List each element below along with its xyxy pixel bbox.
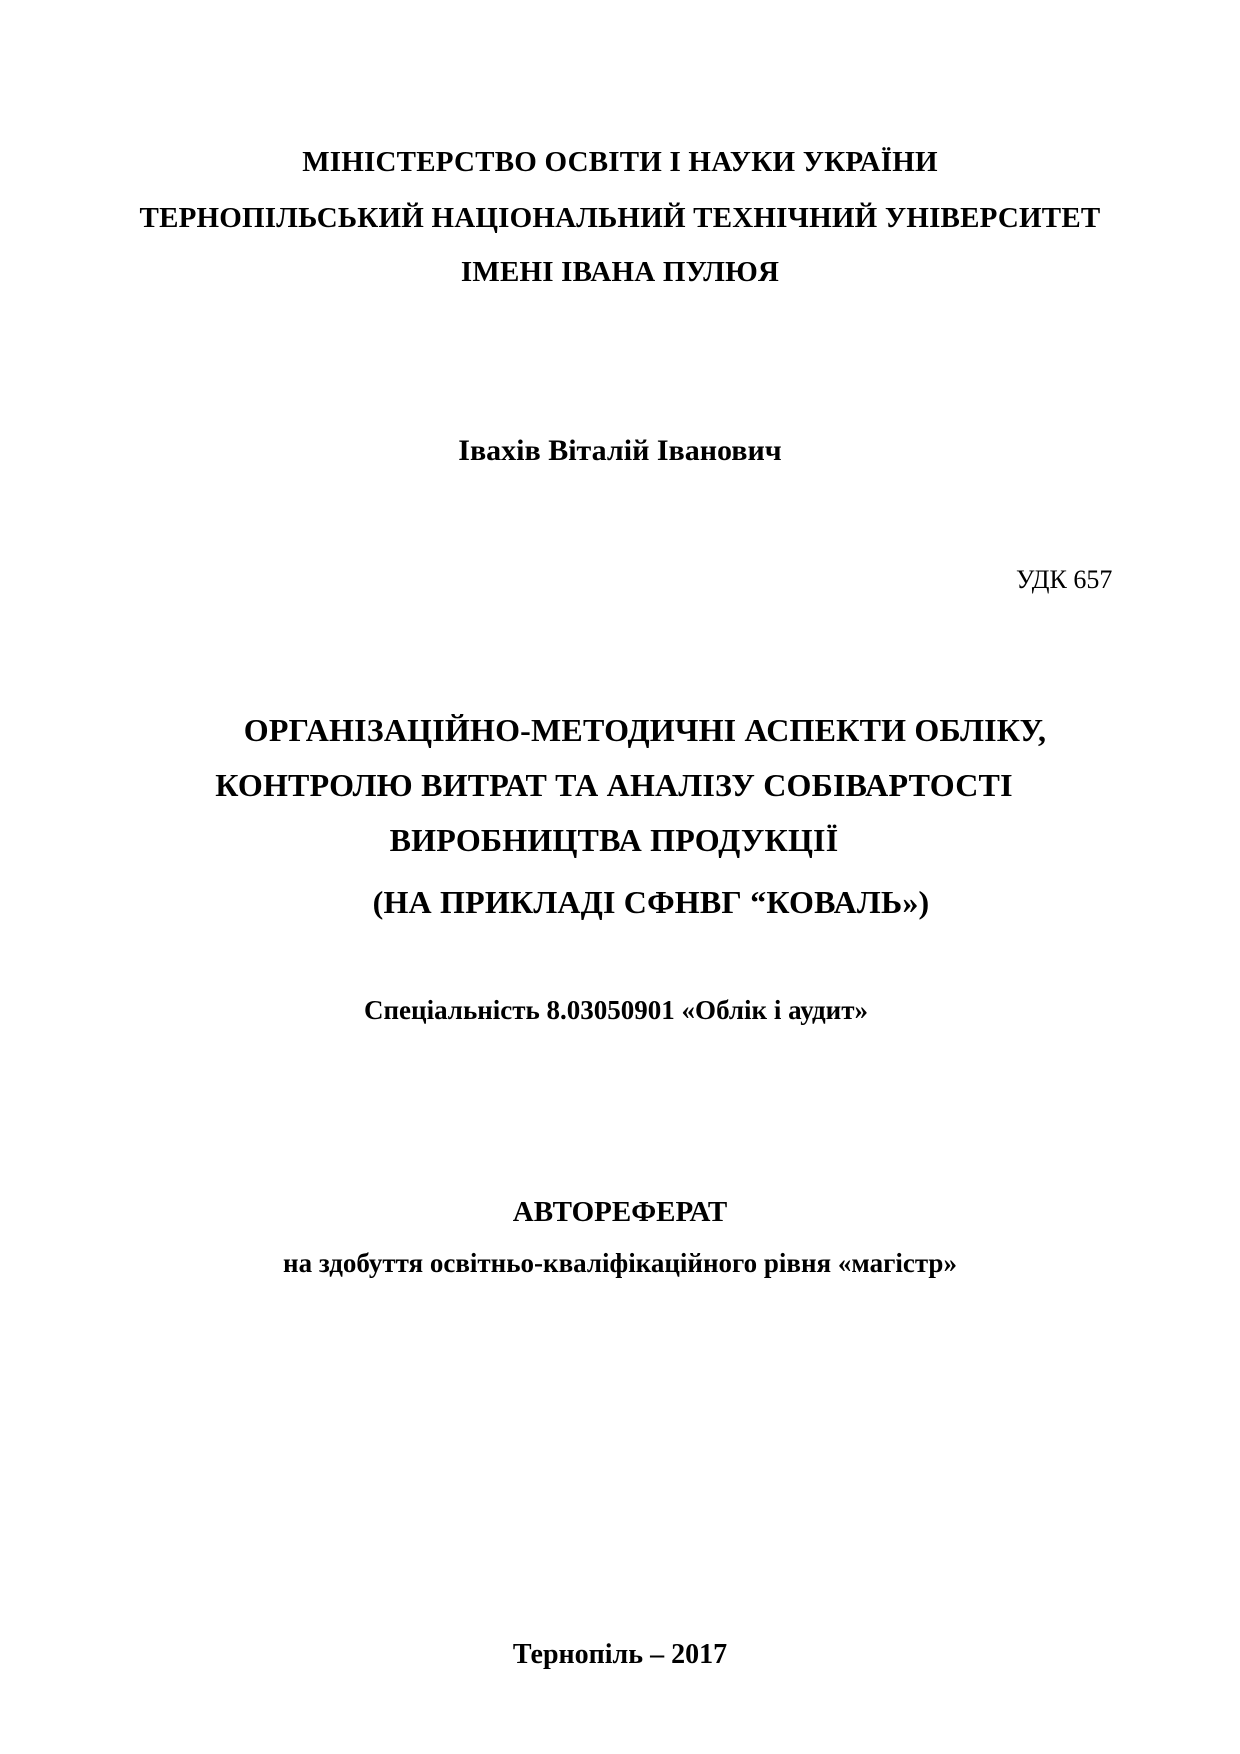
author-name: Івахів Віталій Іванович	[458, 434, 782, 467]
university-name-heading: ІМЕНІ ІВАНА ПУЛЮЯ	[460, 256, 780, 288]
title-line-3: ВИРОБНИЦТВА ПРОДУКЦІЇ	[389, 822, 839, 858]
city-year: Тернопіль – 2017	[512, 1639, 728, 1670]
title-line-4: (НА ПРИКЛАДІ СФНВГ “КОВАЛЬ»)	[372, 884, 930, 920]
udk-code: УДК 657	[1016, 565, 1113, 594]
abstract-label: АВТОРЕФЕРАТ	[512, 1196, 728, 1228]
title-line-1: ОРГАНІЗАЦІЙНО-МЕТОДИЧНІ АСПЕКТИ ОБЛІКУ,	[243, 712, 1047, 748]
specialty: Спеціальність 8.03050901 «Облік і аудит»	[363, 995, 869, 1025]
ministry-heading: МІНІСТЕРСТВО ОСВІТИ І НАУКИ УКРАЇНИ	[302, 146, 938, 178]
title-line-2: КОНТРОЛЮ ВИТРАТ ТА АНАЛІЗУ СОБІВАРТОСТІ	[215, 767, 1013, 803]
abstract-purpose: на здобуття освітньо-кваліфікаційного рівня «магістр»	[283, 1248, 957, 1278]
university-heading: ТЕРНОПІЛЬСЬКИЙ НАЦІОНАЛЬНИЙ ТЕХНІЧНИЙ УНІВЕРСИТЕТ	[139, 202, 1101, 234]
